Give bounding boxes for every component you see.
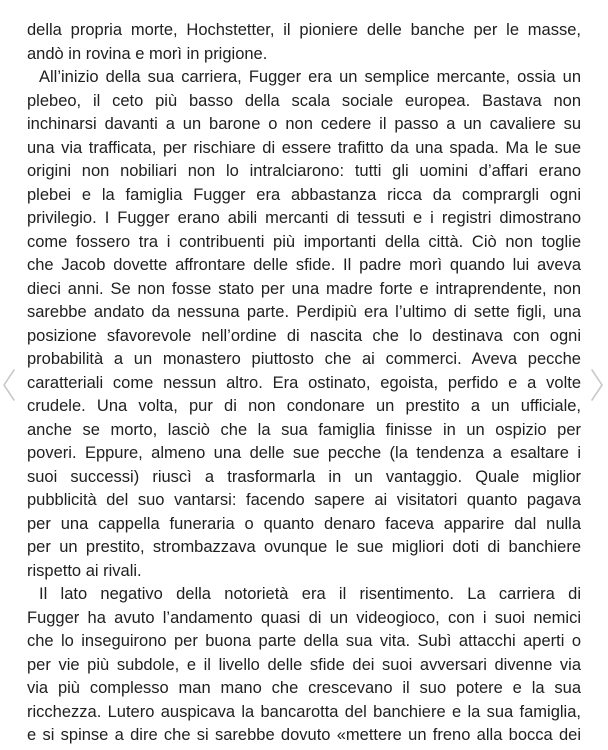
text-line: che Jacob dovette affrontare delle sfide. Il padre morì quando lui aveva — [27, 256, 581, 274]
text-line: pubblicità del suo vantarsi: facendo sapere ai visitatori quanto pagava — [27, 491, 581, 509]
text-line: rispetto ai rivali. — [27, 561, 142, 580]
text-line: che lo inseguirono per buona parte della sua vita. Subì attacchi aperti o — [27, 632, 581, 650]
text-line: via più complesso man mano che crescevano il suo potere e la sua — [27, 679, 581, 697]
text-line: per un prestito, strombazzava ovunque le sue migliori doti di banchiere — [27, 538, 581, 556]
text-line: andò in rovina e morì in prigione. — [27, 44, 268, 63]
chevron-right-icon — [589, 367, 605, 403]
page-text — [27, 0, 581, 748]
text-line: anche se morto, lasciò che la sua famiglia finisse in un ospizio per — [27, 420, 581, 439]
text-line: plebei e la famiglia Fugger era abbastanza ricca da comprargli ogni — [27, 185, 581, 204]
text-line: origini non nobiliari non lo intralciarono: tutti gli uomini d’affari erano — [27, 162, 581, 180]
text-line: posizione sfavorevole nell’ordine di nascita che lo destinava con ogni — [27, 326, 581, 345]
text-line: Il lato negativo della notorietà era il risentimento. La carriera di — [39, 585, 581, 603]
text-line: suoi successi) riuscì a trasformarla in un vantaggio. Quale miglior — [27, 467, 581, 486]
next-page-button[interactable] — [589, 367, 605, 403]
text-line: privilegio. I Fugger erano abili mercanti di tessuti e i registri dimostrano — [27, 209, 581, 227]
text-line: e si spinse a dire che si sarebbe dovuto «mettere un freno alla bocca dei — [27, 726, 581, 744]
text-line: come fossero tra i contribuenti più importanti della città. Ciò non toglie — [27, 232, 581, 251]
text-line: per una cappella funeraria o quanto denaro faceva apparire dal nulla — [27, 514, 581, 533]
text-line: poveri. Eppure, almeno una delle sue pecche (la tendenza a esaltare i — [27, 444, 581, 462]
text-line: Fugger ha avuto l’andamento quasi di un videogioco, con i suoi nemici — [27, 608, 581, 627]
chevron-left-icon — [1, 367, 17, 403]
previous-page-button[interactable] — [1, 367, 17, 403]
text-line: della propria morte, Hochstetter, il pioniere delle banche per le masse, — [27, 21, 581, 39]
text-line: probabilità a un monastero piuttosto che ai commerci. Aveva pecche — [27, 350, 581, 368]
text-line: dieci anni. Se non fosse stato per una madre forte e intraprendente, non — [27, 279, 581, 298]
text-line: per vie più subdole, e il livello delle sfide dei suoi avversari divenne via — [27, 655, 581, 674]
text-line: All’inizio della sua carriera, Fugger era un semplice mercante, ossia un — [39, 68, 581, 86]
text-line: ricchezza. Lutero auspicava la bancarotta del banchiere e la sua famiglia, — [27, 702, 581, 721]
text-line: crudele. Una volta, pur di non condonare un prestito a un ufficiale, — [27, 397, 581, 415]
text-line: una via trafficata, per rischiare di essere trafitto da una spada. Ma le sue — [27, 138, 581, 157]
text-line: sarebbe andato da nessuna parte. Perdipiù era l’ultimo di sette figli, una — [27, 303, 581, 321]
text-line: inchinarsi davanti a un barone o non cedere il passo a un cavaliere su — [27, 115, 581, 133]
text-line: plebeo, il ceto più basso della scala sociale europea. Bastava non — [27, 91, 581, 110]
text-line: caratteriali come nessun altro. Era ostinato, egoista, perfido e a volte — [27, 373, 581, 392]
